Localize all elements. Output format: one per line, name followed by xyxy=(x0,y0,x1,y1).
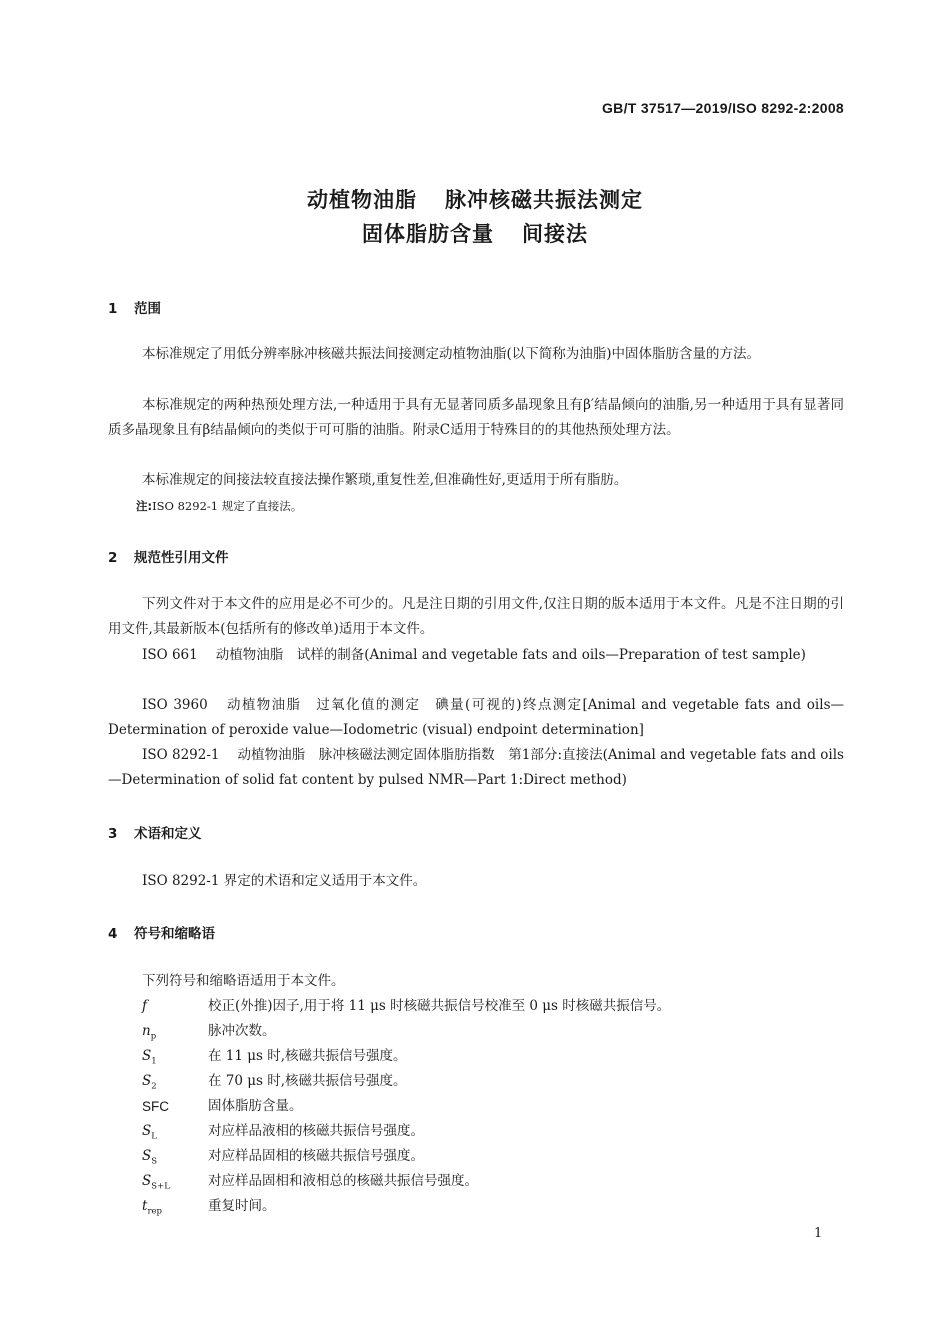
page-number: 1 xyxy=(814,1226,823,1241)
symbol: $S_S$ xyxy=(142,1148,158,1167)
section-title: 范围 xyxy=(134,301,161,317)
section-title: 术语和定义 xyxy=(134,826,202,842)
section-number: 3 xyxy=(108,826,118,842)
title-line-2-part-1: 固体脂肪含量 xyxy=(362,222,494,246)
section-title: 符号和缩略语 xyxy=(134,926,215,942)
section-4-heading xyxy=(108,922,215,942)
note-label: 注: xyxy=(136,499,153,513)
section-2-paragraph-1: 下列文件对于本文件的应用是必不可少的。凡是注日期的引用文件,仅注日期的版本适用于本文件。凡是不注日期的引用文件,其最新版本(包括所有的修改单)适用于本文件。 xyxy=(108,596,844,637)
symbol: $t_{rep}$ xyxy=(142,1198,162,1217)
section-title: 规范性引用文件 xyxy=(134,550,229,566)
section-number: 1 xyxy=(108,301,118,317)
title-line-1-part-1: 动植物油脂 xyxy=(307,188,417,212)
reference-text: 动植物油脂 脉冲核磁法测定固体脂肪指数 第1部分:直接法(Animal and vegetable fats and oils—Determination of solid fat content by pulsed NMR—Part 1:Direct method) xyxy=(108,747,844,788)
symbol-definition: 固体脂肪含量。 xyxy=(208,1098,303,1114)
section-1-paragraph-3: 本标准规定的间接法较直接法操作繁琐,重复性差,但准确性好,更适用于所有脂肪。 xyxy=(142,472,628,488)
section-1-paragraph-1: 本标准规定了用低分辨率脉冲核磁共振法间接测定动植物油脂(以下简称为油脂)中固体脂肪含量的方法。 xyxy=(142,346,761,362)
reference-code: ISO 3960 xyxy=(142,697,208,713)
note-text: ISO 8292-1 规定了直接法。 xyxy=(152,499,303,513)
symbol: $S_2$ xyxy=(142,1073,157,1092)
title-line-2 xyxy=(0,218,950,248)
section-2-heading xyxy=(108,546,229,566)
title-line-2-part-2: 间接法 xyxy=(522,222,588,246)
symbol-definition: 对应样品固相和液相总的核磁共振信号强度。 xyxy=(208,1173,478,1189)
symbol-definition: 校正(外推)因子,用于将 11 μs 时核磁共振信号校准至 0 μs 时核磁共振信号。 xyxy=(208,998,671,1014)
section-number: 2 xyxy=(108,550,118,566)
symbol: $n_p$ xyxy=(142,1023,157,1042)
symbol-definition: 重复时间。 xyxy=(208,1198,276,1214)
reference-iso-661 xyxy=(108,643,844,668)
standard-number: GB/T 37517—2019/ISO 8292-2:2008 xyxy=(601,100,844,116)
reference-text: 动植物油脂 试样的制备(Animal and vegetable fats and oils—Preparation of test sample) xyxy=(215,647,806,663)
title-line-1 xyxy=(0,184,950,214)
symbol: $S_L$ xyxy=(142,1123,157,1142)
reference-code: ISO 8292-1 xyxy=(142,747,220,763)
symbol-definition: 对应样品液相的核磁共振信号强度。 xyxy=(208,1123,424,1139)
section-3-heading xyxy=(108,822,202,842)
section-number: 4 xyxy=(108,926,118,942)
symbol: $S_{S+L}$ xyxy=(142,1173,170,1192)
section-1-paragraph-2: 本标准规定的两种热预处理方法,一种适用于具有无显著同质多晶现象且有β′结晶倾向的油脂,另一种适用于具有显著同质多晶现象且有β结晶倾向的类似于可可脂的油脂。附录C适用于特殊目的的其他热预处理方法。 xyxy=(108,397,844,438)
section-1-note xyxy=(136,498,302,514)
symbol-definition: 在 70 μs 时,核磁共振信号强度。 xyxy=(208,1073,407,1089)
section-4-intro: 下列符号和缩略语适用于本文件。 xyxy=(142,973,345,989)
reference-text: 动植物油脂 过氧化值的测定 碘量(可视的)终点测定[Animal and vegetable fats and oils—Determination of peroxide value—Iodometric (visual) endpoint determination] xyxy=(108,697,844,738)
reference-code: ISO 661 xyxy=(142,647,198,663)
reference-iso-3960 xyxy=(108,693,844,743)
symbol-definition: 在 11 μs 时,核磁共振信号强度。 xyxy=(208,1048,407,1064)
symbol-definition: 脉冲次数。 xyxy=(208,1023,276,1039)
symbol: f xyxy=(142,998,147,1014)
symbol-definition: 对应样品固相的核磁共振信号强度。 xyxy=(208,1148,424,1164)
section-3-paragraph-1: ISO 8292-1 界定的术语和定义适用于本文件。 xyxy=(142,873,427,889)
reference-iso-8292-1 xyxy=(108,743,844,793)
symbol: SFC xyxy=(142,1099,169,1114)
section-1-heading xyxy=(108,297,161,317)
symbol: $S_1$ xyxy=(142,1048,157,1067)
title-line-1-part-2: 脉冲核磁共振法测定 xyxy=(445,188,643,212)
